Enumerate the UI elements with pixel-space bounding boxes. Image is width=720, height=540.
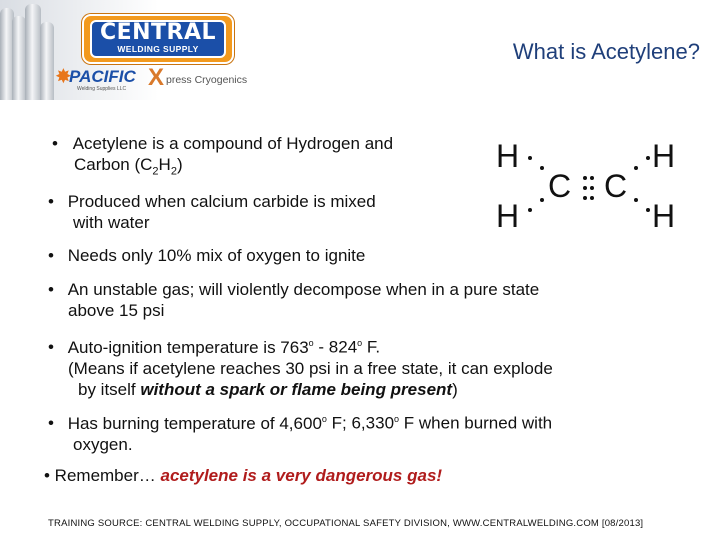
subscript: 2 <box>152 165 159 178</box>
bullet-produced <box>48 191 376 233</box>
bullet-text: (Means if acetylene reaches 30 psi in a free state, it can explode <box>68 358 553 378</box>
atom-h-bottom-left: H <box>496 198 520 234</box>
electron-dot <box>634 198 638 202</box>
bullet-auto-ignition <box>48 333 553 400</box>
bullet-burning-temp <box>48 409 552 455</box>
electron-dot <box>528 208 532 212</box>
bullet-text: An unstable gas; will violently decompose when in a pure state <box>67 280 540 299</box>
pacific-logo <box>55 66 145 94</box>
bullet-marker: • <box>48 280 54 299</box>
logo-xpress-text: press Cryogenics <box>166 74 248 86</box>
bullet-marker: • <box>48 337 54 357</box>
bullet-marker: • <box>52 134 58 153</box>
electron-dot <box>634 166 638 170</box>
electron-dot <box>540 166 544 170</box>
bullet-marker: • <box>48 413 54 433</box>
central-welding-supply-logo <box>82 14 234 64</box>
atom-h-top-right: H <box>652 138 676 174</box>
training-source-footer: TRAINING SOURCE: CENTRAL WELDING SUPPLY, OCCUPATIONAL SAFETY DIVISION, WWW.CENTRALWELDING.COM [08/2013] <box>48 518 644 529</box>
bullet-text: • Remember… <box>44 466 161 485</box>
bullet-compound <box>52 133 393 182</box>
bullet-remember <box>44 465 442 486</box>
logo-central-subtext: WELDING SUPPLY <box>117 44 199 54</box>
electron-dot <box>528 156 532 160</box>
bullet-text: F when burned with <box>399 413 553 433</box>
bullet-marker: • <box>48 246 54 265</box>
logo-xpress-x: X <box>148 64 165 91</box>
subscript: 2 <box>170 165 177 178</box>
bullet-text: Has burning temperature of 4,600 <box>67 413 322 433</box>
electron-dot <box>583 186 587 190</box>
bullet-text: H <box>158 155 171 174</box>
electron-dot <box>590 186 594 190</box>
electron-dot <box>590 196 594 200</box>
warning-text: acetylene is a very dangerous gas! <box>160 466 443 485</box>
atom-c-right: C <box>604 168 628 204</box>
logo-pacific-text: PACIFIC <box>69 67 136 86</box>
bullet-unstable <box>48 279 539 321</box>
storage-tanks-image <box>0 0 60 100</box>
bullet-text: F; 6,330 <box>326 413 395 433</box>
bullet-text: by itself <box>78 379 141 399</box>
electron-dot <box>590 176 594 180</box>
slide-title: What is Acetylene? <box>512 39 700 64</box>
bullet-text: F. <box>362 337 381 357</box>
bullet-text: above 15 psi <box>68 301 165 320</box>
bullet-marker: • <box>48 192 54 211</box>
atom-h-bottom-right: H <box>652 198 676 234</box>
atom-c-left: C <box>548 168 572 204</box>
bullet-text: oxygen. <box>73 434 133 454</box>
bullet-text: Auto-ignition temperature is 763 <box>67 337 309 357</box>
electron-dot <box>583 196 587 200</box>
acetylene-lewis-structure <box>492 136 682 236</box>
bullet-text: Carbon (C <box>74 155 153 174</box>
bullet-text: Needs only 10% mix of oxygen to ignite <box>67 246 366 265</box>
electron-dot <box>540 198 544 202</box>
bullet-oxygen-mix <box>48 245 365 266</box>
emphasis-text: without a spark or flame being present <box>140 379 453 399</box>
electron-dot <box>583 176 587 180</box>
degree-mark: o <box>394 414 400 424</box>
bullet-text: Acetylene is a compound of Hydrogen and <box>72 134 394 153</box>
electron-dot <box>646 156 650 160</box>
logo-pacific-subtext: Welding Supplies LLC <box>77 86 127 92</box>
degree-mark: o <box>321 414 327 424</box>
bullet-text: - 824 <box>313 337 358 357</box>
xpress-cryogenics-logo <box>148 66 258 90</box>
bullet-text: with water <box>73 213 150 232</box>
degree-mark: o <box>308 338 314 348</box>
electron-dot <box>646 208 650 212</box>
atom-h-top-left: H <box>496 138 520 174</box>
bullet-text: Produced when calcium carbide is mixed <box>67 192 376 211</box>
degree-mark: o <box>357 338 363 348</box>
bullet-text: ) <box>452 379 458 399</box>
logo-central-text: CENTRAL <box>99 20 217 45</box>
bullet-text: ) <box>176 155 183 174</box>
slide-header <box>0 0 720 100</box>
star-icon: ✸ <box>55 66 72 88</box>
